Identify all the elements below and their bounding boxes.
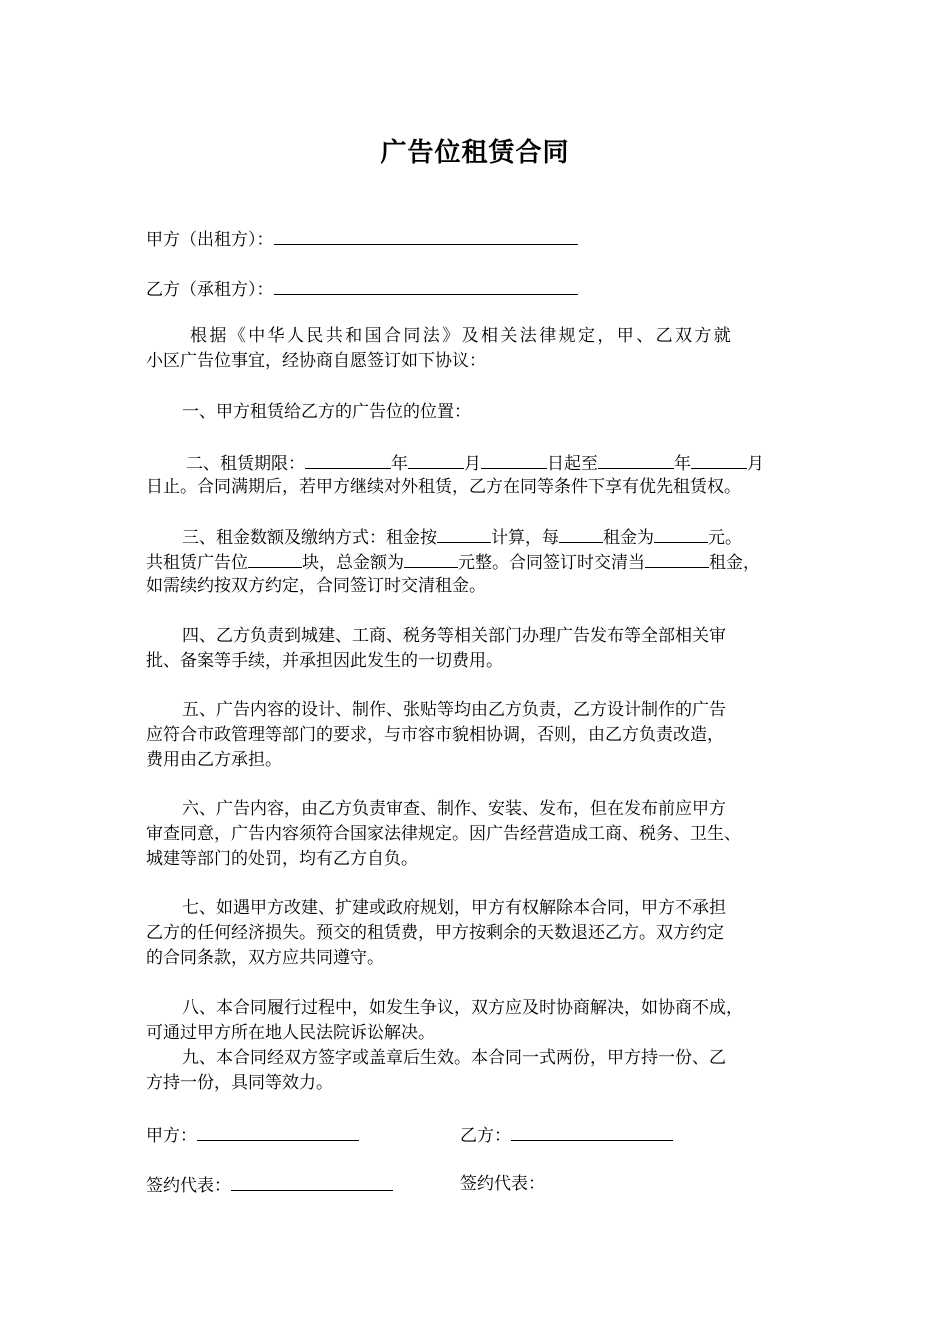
year-label: 年 — [391, 454, 408, 474]
sign-party-a — [146, 1122, 359, 1148]
clause-2-line-1 — [186, 450, 764, 476]
rent-period-blank[interactable] — [559, 524, 603, 543]
clause-8-line-1: 八、本合同履行过程中，如发生争议，双方应及时协商解决，如协商不成， — [182, 998, 743, 1018]
clause-6-line-2: 审查同意，广告内容须符合国家法律规定。因广告经营造成工商、税务、卫生、 — [146, 824, 741, 844]
clause-3-text: 共租赁广告位 — [146, 553, 248, 573]
clause-3-lead: 三、租金数额及缴纳方式：租金按 — [182, 528, 437, 548]
month-label: 月 — [747, 454, 764, 474]
clause-4-line-2: 批、备案等手续，并承担因此发生的一切费用。 — [146, 651, 503, 671]
clause-5-line-2: 应符合市政管理等部门的要求，与市容市貌相协调，否则，由乙方负责改造， — [146, 725, 724, 745]
rent-amount-blank[interactable] — [654, 524, 708, 543]
end-month-blank[interactable] — [691, 450, 747, 469]
clause-3-text: 块，总金额为 — [302, 553, 404, 573]
total-amount-blank[interactable] — [404, 549, 458, 568]
sign-party-a-label: 甲方： — [146, 1126, 197, 1146]
sign-rep-b — [460, 1172, 545, 1196]
clause-3-text: 元整。合同签订时交清当 — [458, 553, 645, 573]
sign-rep-a — [146, 1172, 393, 1198]
month-label: 月 — [464, 454, 481, 474]
start-month-blank[interactable] — [408, 450, 464, 469]
sign-rep-a-blank[interactable] — [231, 1172, 393, 1191]
clause-9-line-2: 方持一份，具同等效力。 — [146, 1073, 333, 1093]
clause-7-line-3: 的合同条款，双方应共同遵守。 — [146, 948, 384, 968]
party-a-label: 甲方（出租方）： — [146, 230, 274, 250]
party-a-blank[interactable] — [274, 226, 578, 245]
ad-count-blank[interactable] — [248, 549, 302, 568]
day-start-label: 日起至 — [547, 454, 598, 474]
clause-3-line-3: 如需续约按双方约定，合同签订时交清租金。 — [146, 576, 486, 596]
clause-4-line-1: 四、乙方负责到城建、工商、税务等相关部门办理广告发布等全部相关审 — [182, 626, 726, 646]
clause-7-line-1: 七、如遇甲方改建、扩建或政府规划，甲方有权解除本合同，甲方不承担 — [182, 898, 726, 918]
intro-line-2: 小区广告位事宜，经协商自愿签订如下协议： — [146, 351, 486, 371]
clause-3-text: 计算，每 — [491, 528, 559, 548]
year-label: 年 — [674, 454, 691, 474]
clause-5-line-1: 五、广告内容的设计、制作、张贴等均由乙方负责，乙方设计制作的广告 — [182, 700, 726, 720]
rent-basis-blank[interactable] — [437, 524, 491, 543]
page-title: 广告位租赁合同 — [380, 138, 570, 168]
clause-3-text: 租金为 — [603, 528, 654, 548]
start-day-blank[interactable] — [481, 450, 547, 469]
end-year-blank[interactable] — [598, 450, 674, 469]
clause-7-line-2: 乙方的任何经济损失。预交的租赁费，甲方按剩余的天数退还乙方。双方约定 — [146, 923, 724, 943]
clause-1: 一、甲方租赁给乙方的广告位的位置： — [182, 402, 471, 422]
party-b-line — [146, 276, 578, 302]
sign-rep-a-label: 签约代表： — [146, 1176, 231, 1196]
clause-9-line-1: 九、本合同经双方签字或盖章后生效。本合同一式两份，甲方持一份、乙 — [182, 1048, 726, 1068]
clause-3-text: 元。 — [708, 528, 742, 548]
clause-6-line-3: 城建等部门的处罚，均有乙方自负。 — [146, 849, 418, 869]
sign-party-a-blank[interactable] — [197, 1122, 359, 1141]
sign-party-b-blank[interactable] — [511, 1122, 673, 1141]
clause-3-line-2 — [146, 549, 760, 575]
party-a-line — [146, 226, 578, 252]
clause-3-line-1 — [182, 524, 742, 550]
clause-8-line-2: 可通过甲方所在地人民法院诉讼解决。 — [146, 1023, 435, 1043]
clause-2-lead: 二、租赁期限： — [186, 454, 305, 474]
clause-2-line-2: 日止。合同满期后，若甲方继续对外租赁，乙方在同等条件下享有优先租赁权。 — [146, 477, 741, 497]
sign-party-b-label: 乙方： — [460, 1126, 511, 1146]
party-b-label: 乙方（承租方）： — [146, 280, 274, 300]
sign-rep-b-label: 签约代表： — [460, 1174, 545, 1194]
clause-5-line-3: 费用由乙方承担。 — [146, 750, 282, 770]
start-year-blank[interactable] — [305, 450, 391, 469]
intro-line-1: 根据《中华人民共和国合同法》及相关法律规定，甲、乙双方就 — [190, 326, 734, 346]
clause-3-text: 租金， — [709, 553, 760, 573]
clause-6-line-1: 六、广告内容，由乙方负责审查、制作、安装、发布，但在发布前应甲方 — [182, 799, 726, 819]
sign-party-b — [460, 1122, 673, 1148]
payment-period-blank[interactable] — [645, 549, 709, 568]
party-b-blank[interactable] — [274, 276, 578, 295]
